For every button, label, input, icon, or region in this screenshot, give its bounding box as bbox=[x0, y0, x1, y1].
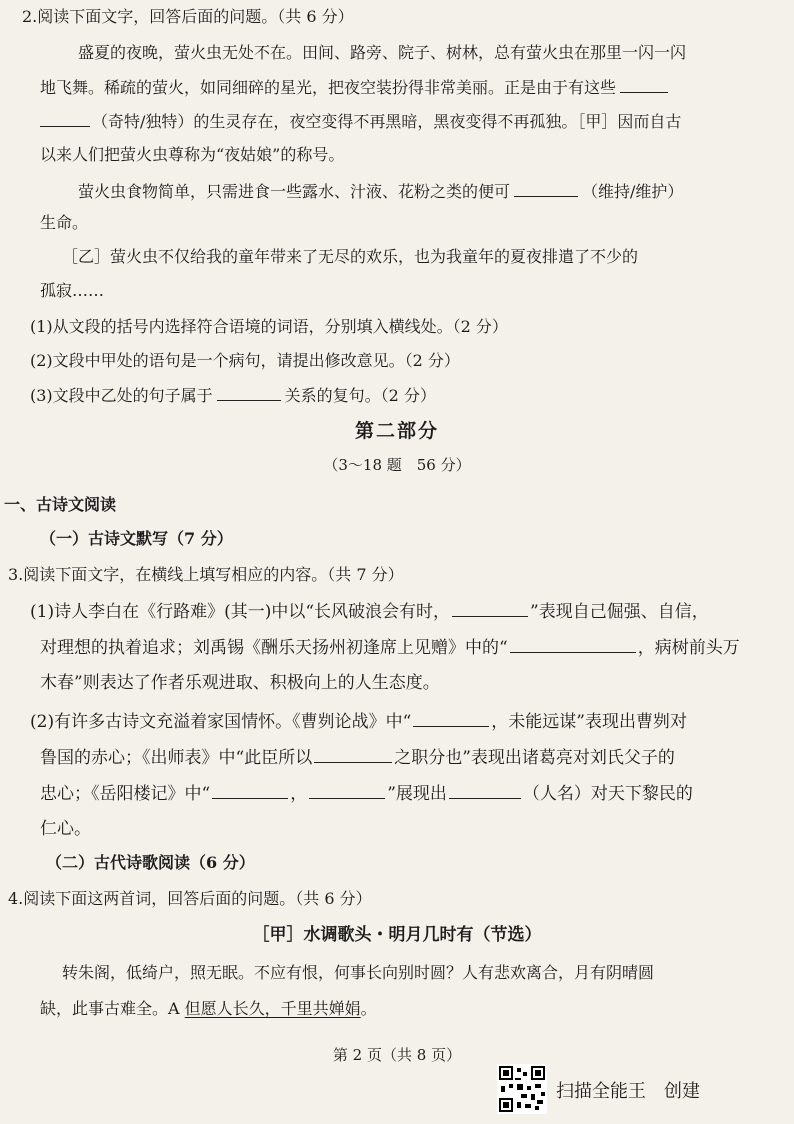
q3-s1-line3: 木春”则表达了作者乐观进取、积极向上的人生态度。 bbox=[40, 673, 440, 693]
q3-s1-line2-b: ，病树前头万 bbox=[637, 638, 740, 658]
q2-sub3 bbox=[30, 384, 436, 407]
q4-poem-underlined: 但愿人长久，千里共婵娟 bbox=[184, 999, 361, 1018]
q2-stem: 2.阅读下面文字，回答后面的问题。（共 6 分） bbox=[22, 7, 354, 26]
q3-s1-line1-b: ”表现自己倔强、自信， bbox=[530, 602, 709, 622]
q2-p1-line3-text: （奇特/独特）的生灵存在，夜空变得不再黑暗，黑夜变得不再孤独。［甲］因而自古 bbox=[92, 112, 682, 131]
q3-blank-6[interactable] bbox=[309, 782, 385, 799]
q3-s2-line3-a: 忠心；《岳阳楼记》中“ bbox=[40, 784, 211, 804]
q2-sub3-text-a: (3)文段中乙处的句子属于 bbox=[30, 386, 213, 405]
q3-s2-line2 bbox=[40, 746, 675, 769]
q2-p2-line1 bbox=[78, 180, 683, 203]
q3-s1-line2 bbox=[40, 636, 740, 659]
q2-blank-1[interactable] bbox=[620, 76, 668, 93]
scanner-watermark: 扫描全能王 创建 bbox=[556, 1081, 700, 1102]
q2-blank-3[interactable] bbox=[217, 384, 281, 401]
q4-poem-line2 bbox=[40, 998, 377, 1020]
qr-code-icon bbox=[497, 1064, 547, 1114]
q3-blank-5[interactable] bbox=[212, 782, 288, 799]
q3-blank-3[interactable] bbox=[413, 710, 489, 727]
q2-p3-line1: ［乙］萤火虫不仅给我的童年带来了无尽的欢乐，也为我童年的夏夜排遣了不少的 bbox=[62, 247, 639, 266]
q3-s2-line1-a: (2)有许多古诗文充溢着家国情怀。《曹刿论战》中“ bbox=[30, 712, 412, 732]
q3-blank-4[interactable] bbox=[314, 746, 392, 763]
section1-sub2-title: （二）古代诗歌阅读（6 分） bbox=[46, 853, 255, 872]
q3-s1-line2-a: 对理想的执着追求；刘禹锡《酬乐天扬州初逢席上见赠》中的“ bbox=[40, 638, 508, 658]
q2-blank-1-cont[interactable] bbox=[40, 110, 90, 127]
q3-s2-line3-c: ”展现出 bbox=[387, 784, 447, 804]
page-number: 第 2 页（共 8 页） bbox=[332, 1046, 462, 1064]
q3-s2-line2-b: 之职分也”表现出诸葛亮对刘氏父子的 bbox=[394, 748, 675, 768]
q4-poem-line1: 转朱阁，低绮户，照无眠。不应有恨，何事长向别时圆？人有悲欢离合，月有阴晴圆 bbox=[62, 963, 655, 982]
q2-p1-line4: 以来人们把萤火虫尊称为“夜姑娘”的称号。 bbox=[40, 145, 345, 164]
section1-title: 一、古诗文阅读 bbox=[4, 495, 117, 514]
q2-p2-line2: 生命。 bbox=[40, 213, 89, 232]
q3-s2-line3-d: （人名）对天下黎民的 bbox=[522, 784, 693, 804]
part2-title: 第二部分 bbox=[354, 420, 439, 442]
q3-stem: 3.阅读下面文字，在横线上填写相应的内容。（共 7 分） bbox=[8, 565, 404, 584]
q2-sub2: (2)文段中甲处的语句是一个病句，请提出修改意见。（2 分） bbox=[30, 351, 460, 370]
q2-p3-line2: 孤寂…… bbox=[40, 281, 105, 300]
q3-s2-line1-b: ，未能远谋”表现出曹刿对 bbox=[491, 712, 687, 732]
q2-p1-line3 bbox=[40, 110, 681, 133]
q3-s2-line3 bbox=[40, 782, 693, 805]
q4-poem-line2-c: 。 bbox=[360, 999, 377, 1018]
q3-s1-line1 bbox=[30, 600, 709, 623]
section1-sub1-title: （一）古诗文默写（7 分） bbox=[40, 529, 233, 548]
q3-s2-line1 bbox=[30, 710, 687, 733]
q3-blank-7[interactable] bbox=[449, 782, 521, 799]
q4-poem-title: ［甲］水调歌头・明月几时有（节选） bbox=[252, 925, 542, 945]
q4-poem-line2-a: 缺，此事古难全。A bbox=[40, 999, 185, 1018]
q2-sub3-text-b: 关系的复句。（2 分） bbox=[284, 386, 436, 405]
q3-s2-line4: 仁心。 bbox=[40, 819, 91, 839]
q2-blank-2[interactable] bbox=[514, 180, 578, 197]
q3-s2-line2-a: 鲁国的赤心；《出师表》中“此臣所以 bbox=[40, 748, 313, 768]
q4-stem: 4.阅读下面这两首词，回答后面的问题。（共 6 分） bbox=[8, 889, 372, 908]
part2-range: （3～18 题 56 分） bbox=[323, 456, 471, 474]
q2-p2-line1-text: 萤火虫食物简单，只需进食一些露水、汁液、花粉之类的便可 bbox=[78, 182, 511, 201]
q2-p1-line2-text: 地飞舞。稀疏的萤火，如同细碎的星光，把夜空装扮得非常美丽。正是由于有这些 bbox=[40, 78, 617, 97]
q3-s1-line1-a: (1)诗人李白在《行路难》(其一)中以“长风破浪会有时， bbox=[30, 602, 451, 622]
q3-blank-2[interactable] bbox=[510, 636, 636, 653]
q2-p1-line1: 盛夏的夜晚，萤火虫无处不在。田间、路旁、院子、树林，总有萤火虫在那里一闪一闪 bbox=[78, 43, 687, 62]
q3-s2-line3-b: ， bbox=[290, 784, 308, 804]
q2-sub1: (1)从文段的括号内选择符合语境的词语，分别填入横线处。（2 分） bbox=[30, 317, 508, 336]
q3-blank-1[interactable] bbox=[452, 600, 528, 617]
q2-p2-line1-hint: （维持/维护） bbox=[582, 182, 684, 201]
q2-p1-line2 bbox=[40, 76, 668, 99]
